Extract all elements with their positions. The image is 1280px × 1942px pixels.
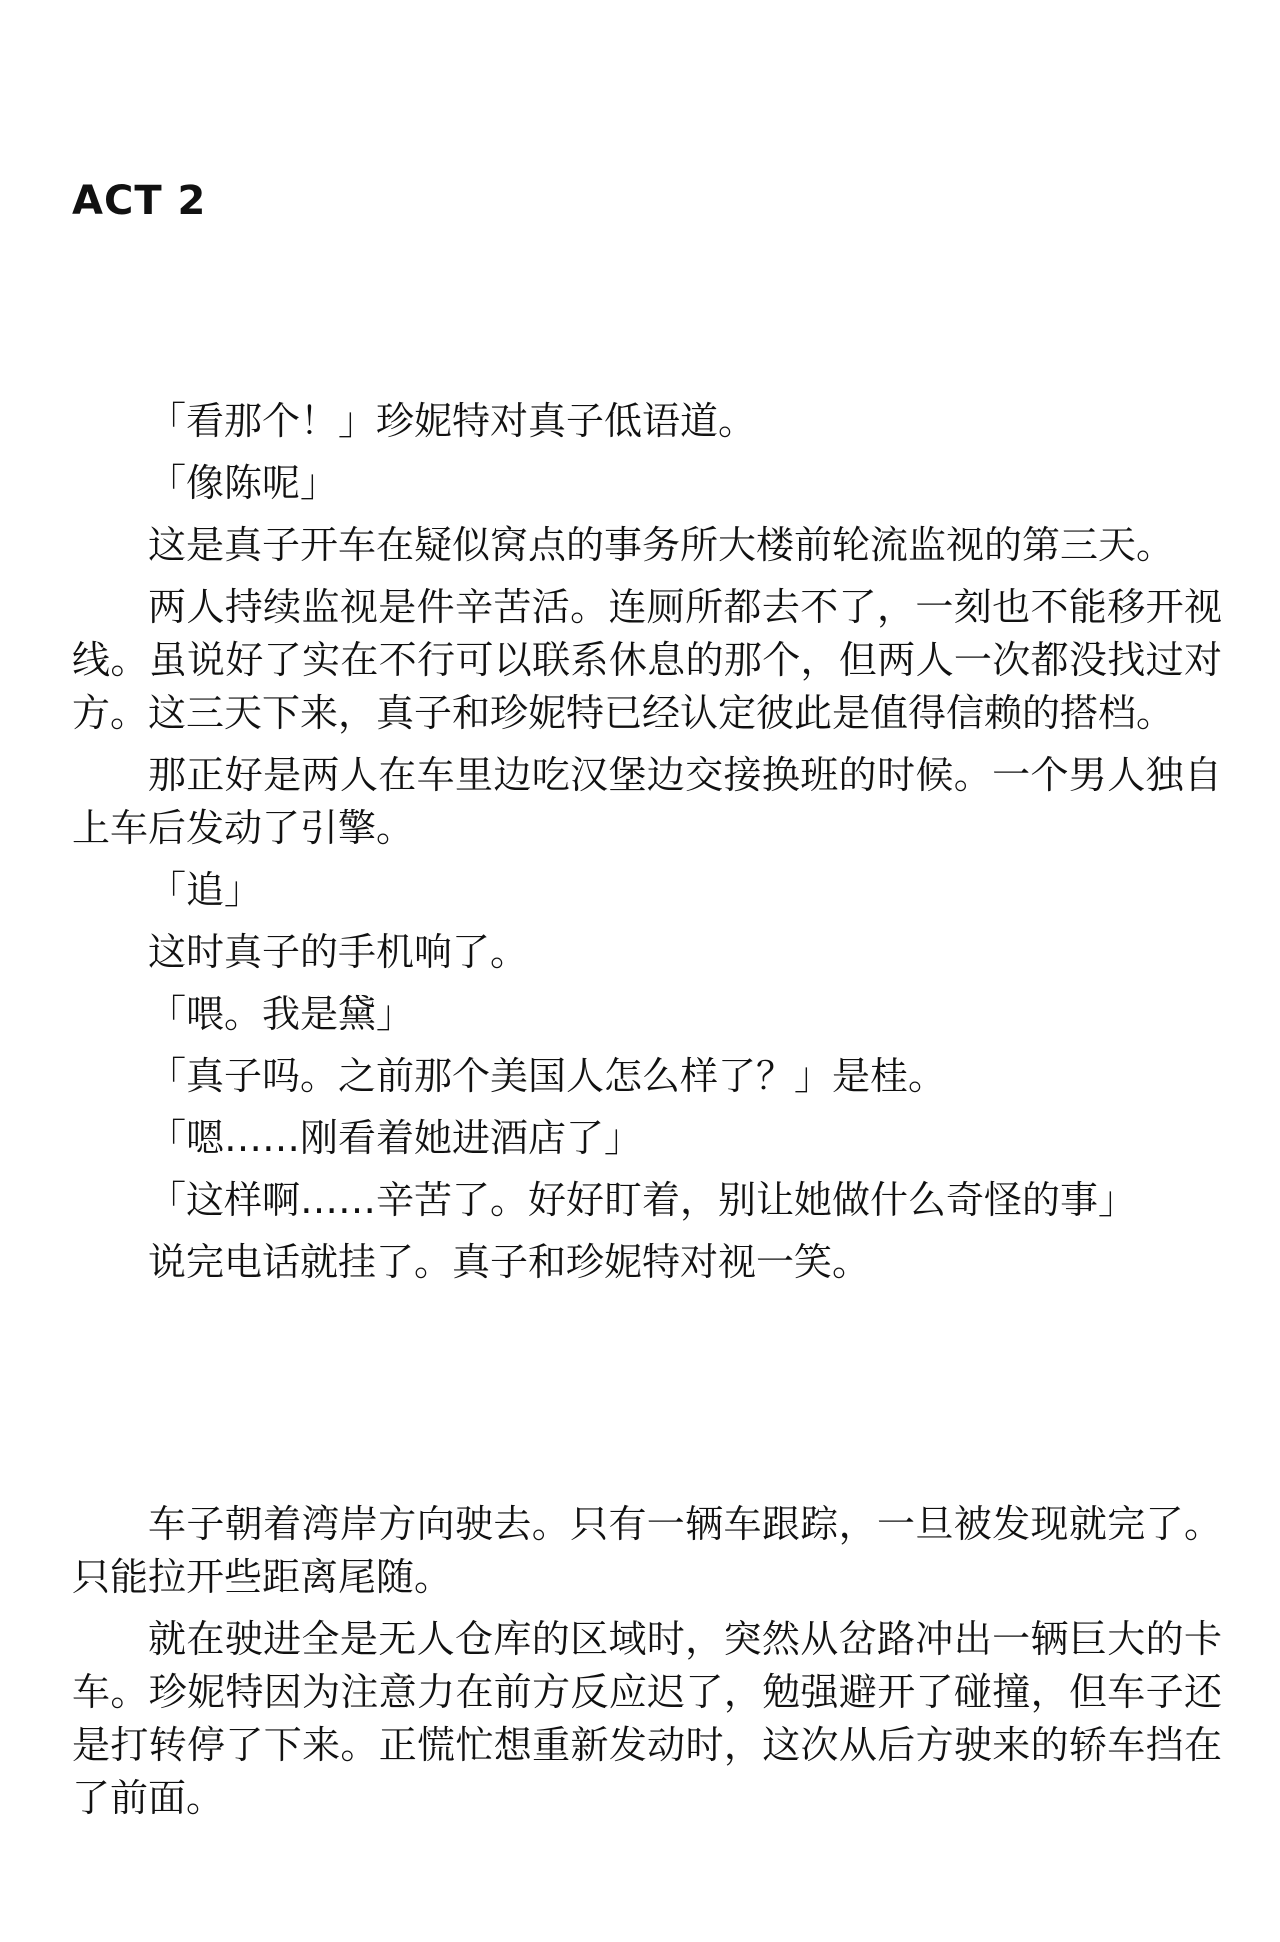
- paragraph: 那正好是两人在车里边吃汉堡边交接换班的时候。一个男人独自上车后发动了引擎。: [72, 753, 1222, 850]
- paragraph: 两人持续监视是件辛苦活。连厕所都去不了，一刻也不能移开视线。虽说好了实在不行可以联系休息的那个，但两人一次都没找过对方。这三天下来，真子和珍妮特已经认定彼此是值得信赖的搭档。: [72, 585, 1222, 735]
- document-page: [72, 0, 1222, 1942]
- section-2: [72, 1498, 1222, 1834]
- paragraph: 就在驶进全是无人仓库的区域时，突然从岔路冲出一辆巨大的卡车。珍妮特因为注意力在前方反应迟了，勉强避开了碰撞，但车子还是打转停了下来。正慌忙想重新发动时，这次从后方驶来的轿车挡在了前面。: [72, 1617, 1222, 1820]
- paragraph: 「追」: [148, 868, 263, 912]
- paragraph: 这时真子的手机响了。: [148, 930, 529, 974]
- paragraph: 车子朝着湾岸方向驶去。只有一辆车跟踪，一旦被发现就完了。只能拉开些距离尾随。: [72, 1502, 1222, 1599]
- paragraph: 「这样啊……辛苦了。好好盯着，别让她做什么奇怪的事」: [148, 1178, 1137, 1222]
- chapter-title: ACT 2: [72, 178, 207, 224]
- paragraph: 说完电话就挂了。真子和珍妮特对视一笑。: [148, 1240, 871, 1284]
- paragraph: 「嗯……刚看着她进酒店了」: [148, 1116, 643, 1160]
- section-1: [72, 395, 1222, 1298]
- paragraph: 「喂。我是黛」: [148, 992, 415, 1036]
- paragraph: 「真子吗。之前那个美国人怎么样了？」是桂。: [148, 1054, 947, 1098]
- paragraph: 「看那个！」珍妮特对真子低语道。: [148, 399, 757, 443]
- paragraph: 「像陈呢」: [148, 461, 339, 505]
- paragraph: 这是真子开车在疑似窝点的事务所大楼前轮流监视的第三天。: [148, 523, 1175, 567]
